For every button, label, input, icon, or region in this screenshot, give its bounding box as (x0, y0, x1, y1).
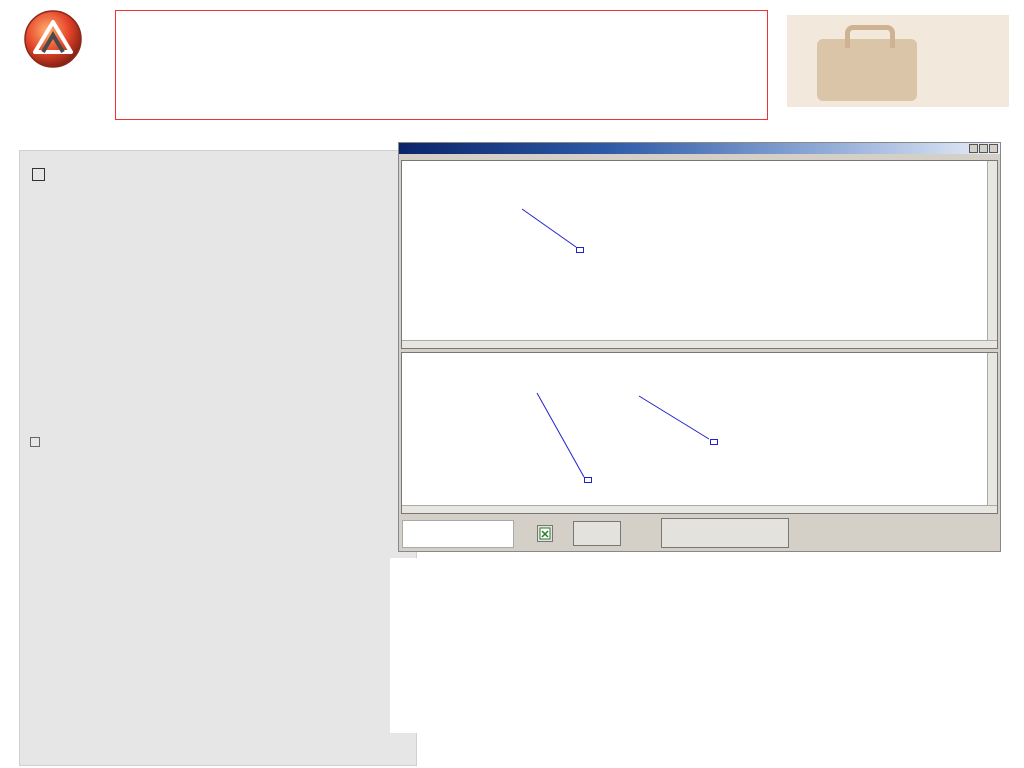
checkbox-bullet-icon (30, 437, 40, 447)
window-bottom-bar (399, 515, 1000, 551)
open-button[interactable] (573, 521, 621, 546)
company-logo (14, 8, 92, 70)
callout-document-sign (576, 247, 584, 253)
bullet-gso (30, 433, 415, 452)
export-excel-button[interactable] (537, 525, 553, 542)
cabinet-badge (787, 15, 1009, 107)
close-button[interactable] (661, 518, 789, 548)
connector-line (537, 393, 584, 477)
bullet-main (32, 163, 412, 189)
excel-icon (539, 527, 551, 540)
briefcase-icon (817, 39, 917, 101)
gso-report (390, 558, 1015, 733)
status-counters (402, 520, 514, 548)
callout-gso-document (584, 477, 592, 483)
callout-task (710, 439, 718, 445)
checkbox-bullet-icon (32, 168, 45, 181)
cabinet-window (398, 142, 1001, 552)
left-text-panel (19, 150, 417, 766)
connector-line (522, 209, 576, 247)
connector-line (639, 396, 709, 439)
callout-connectors (399, 143, 1000, 515)
header-description (115, 10, 768, 120)
logo-emblem-icon (23, 8, 83, 70)
